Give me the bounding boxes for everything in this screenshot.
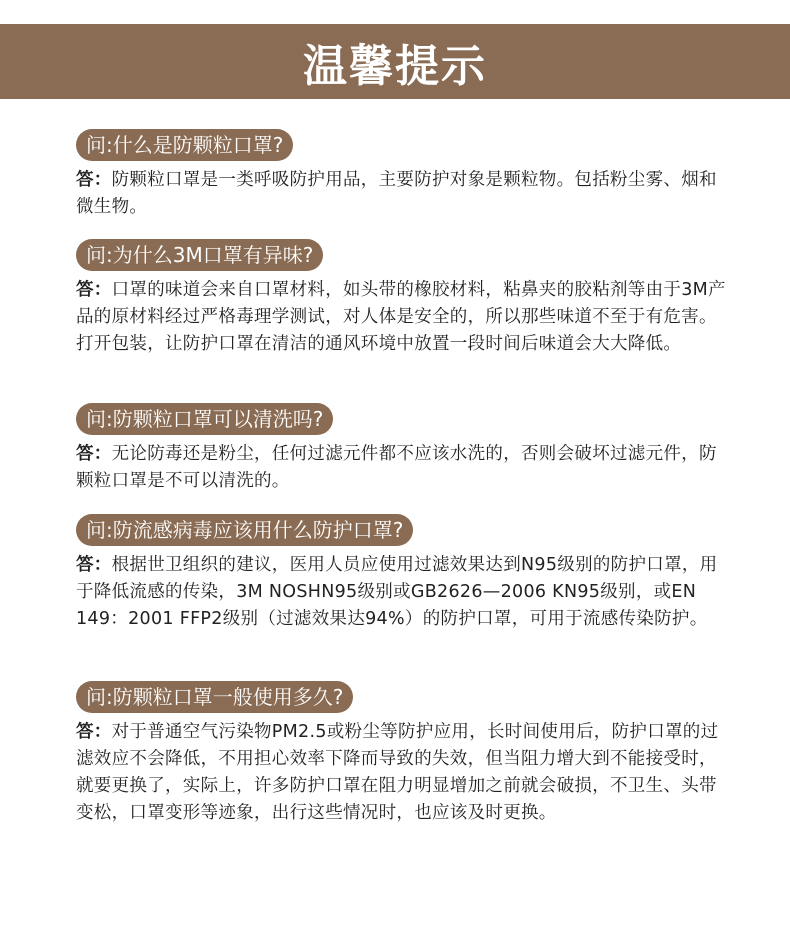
answer-text [76, 167, 726, 221]
header-banner [0, 24, 790, 99]
answer-label: 答： [76, 280, 112, 300]
answer-label: 答： [76, 170, 112, 190]
page-title: 温馨提示 [303, 40, 487, 92]
answer-text [76, 277, 726, 358]
answer-text [76, 552, 726, 633]
answer-text [76, 441, 726, 495]
qa-item-flu-protection [76, 514, 726, 633]
answer-label: 答： [76, 555, 112, 575]
question-label: 问:什么是防颗粒口罩? [76, 129, 293, 161]
answer-label: 答： [76, 444, 112, 464]
qa-item-odor [76, 239, 726, 358]
question-label: 问:防颗粒口罩一般使用多久? [76, 681, 353, 713]
qa-item-washable [76, 403, 726, 495]
answer-body: 防颗粒口罩是一类呼吸防护用品，主要防护对象是颗粒物。包括粉尘雾、烟和微生物。 [76, 170, 717, 217]
answer-label: 答： [76, 722, 112, 742]
answer-body: 根据世卫组织的建议，医用人员应使用过滤效果达到N95级别的防护口罩，用于降低流感的传染，3M NOSHN95级别或GB2626—2006 KN95级别，或EN 149：2001 FFP2级别（过滤效果达94%）的防护口罩，可用于流感传染防护。 [76, 555, 718, 629]
answer-body: 对于普通空气污染物PM2.5或粉尘等防护应用，长时间使用后，防护口罩的过滤效应不会降低，不用担心效率下降而导致的失效，但当阻力增大到不能接受时，就要更换了，实际上，许多防护口罩在阻力明显增加之前就会破损，不卫生、头带变松，口罩变形等迹象，出行这些情况时，也应该及时更换。 [76, 722, 719, 823]
question-label: 问:为什么3M口罩有异味? [76, 239, 323, 271]
question-label: 问:防颗粒口罩可以清洗吗? [76, 403, 333, 435]
qa-item-what-is-mask [76, 129, 726, 221]
qa-item-usage-duration [76, 681, 726, 827]
question-label: 问:防流感病毒应该用什么防护口罩? [76, 514, 413, 546]
answer-body: 口罩的味道会来自口罩材料，如头带的橡胶材料，粘鼻夹的胶粘剂等由于3M产品的原材料经过严格毒理学测试，对人体是安全的，所以那些味道不至于有危害。打开包装，让防护口罩在清洁的通风环境中放置一段时间后味道会大大降低。 [76, 280, 726, 354]
answer-body: 无论防毒还是粉尘，任何过滤元件都不应该水洗的，否则会破坏过滤元件，防颗粒口罩是不可以清洗的。 [76, 444, 717, 491]
answer-text [76, 719, 726, 827]
